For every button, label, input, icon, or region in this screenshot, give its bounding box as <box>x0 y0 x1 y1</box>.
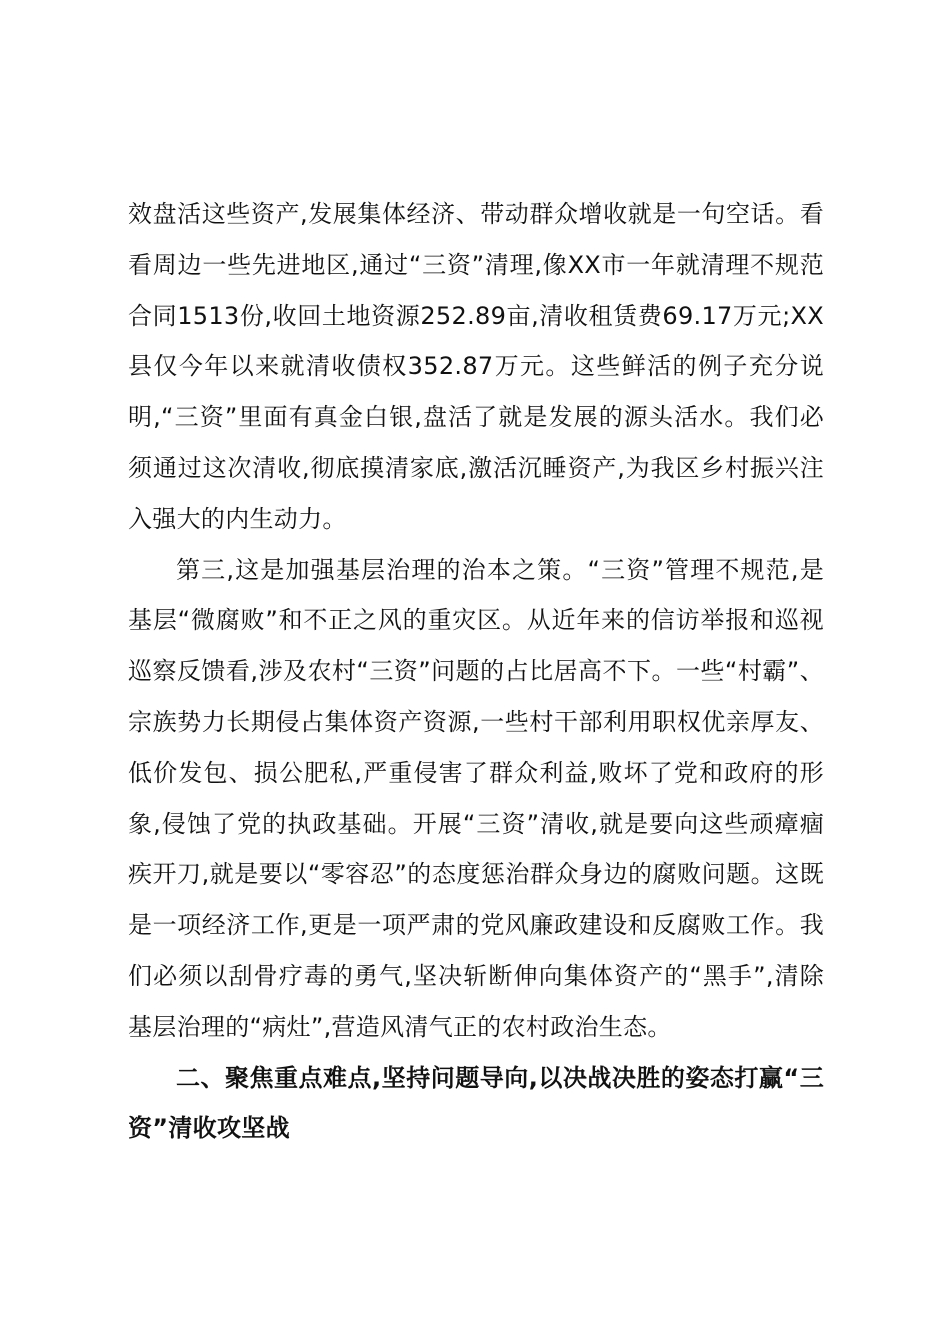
section-heading: 二、聚焦重点难点,坚持问题导向,以决战决胜的姿态打赢“三资”清收攻坚战 <box>128 1063 824 1143</box>
paragraph-continuation: 效盘活这些资产,发展集体经济、带动群众增收就是一句空话。看看周边一些先进地区,通过“三资”清理,像XX市一年就清理不规范合同1513份,收回土地资源252.89亩,清收租赁费69.17万元;XX县仅今年以来就清收债权352.87万元。这些鲜活的例子充分说明,“三资”里面有真金白银,盘活了就是发展的源头活水。我们必须通过这次清收,彻底摸清家底,激活沉睡资产,为我区乡村振兴注入强大的内生动力。 <box>128 200 824 533</box>
paragraph-third-point: 第三,这是加强基层治理的治本之策。“三资”管理不规范,是基层“微腐败”和不正之风的重灾区。从近年来的信访举报和巡视巡察反馈看,涉及农村“三资”问题的占比居高不下。一些“村霸”、宗族势力长期侵占集体资产资源,一些村干部利用职权优亲厚友、低价发包、损公肥私,严重侵害了群众利益,败坏了党和政府的形象,侵蚀了党的执政基础。开展“三资”清收,就是要向这些顽瘴痼疾开刀,就是要以“零容忍”的态度惩治群众身边的腐败问题。这既是一项经济工作,更是一项严肃的党风廉政建设和反腐败工作。我们必须以刮骨疗毒的勇气,坚决斩断伸向集体资产的“黑手”,清除基层治理的“病灶”,营造风清气正的农村政治生态。 <box>128 555 824 1041</box>
document-body <box>128 189 824 1154</box>
